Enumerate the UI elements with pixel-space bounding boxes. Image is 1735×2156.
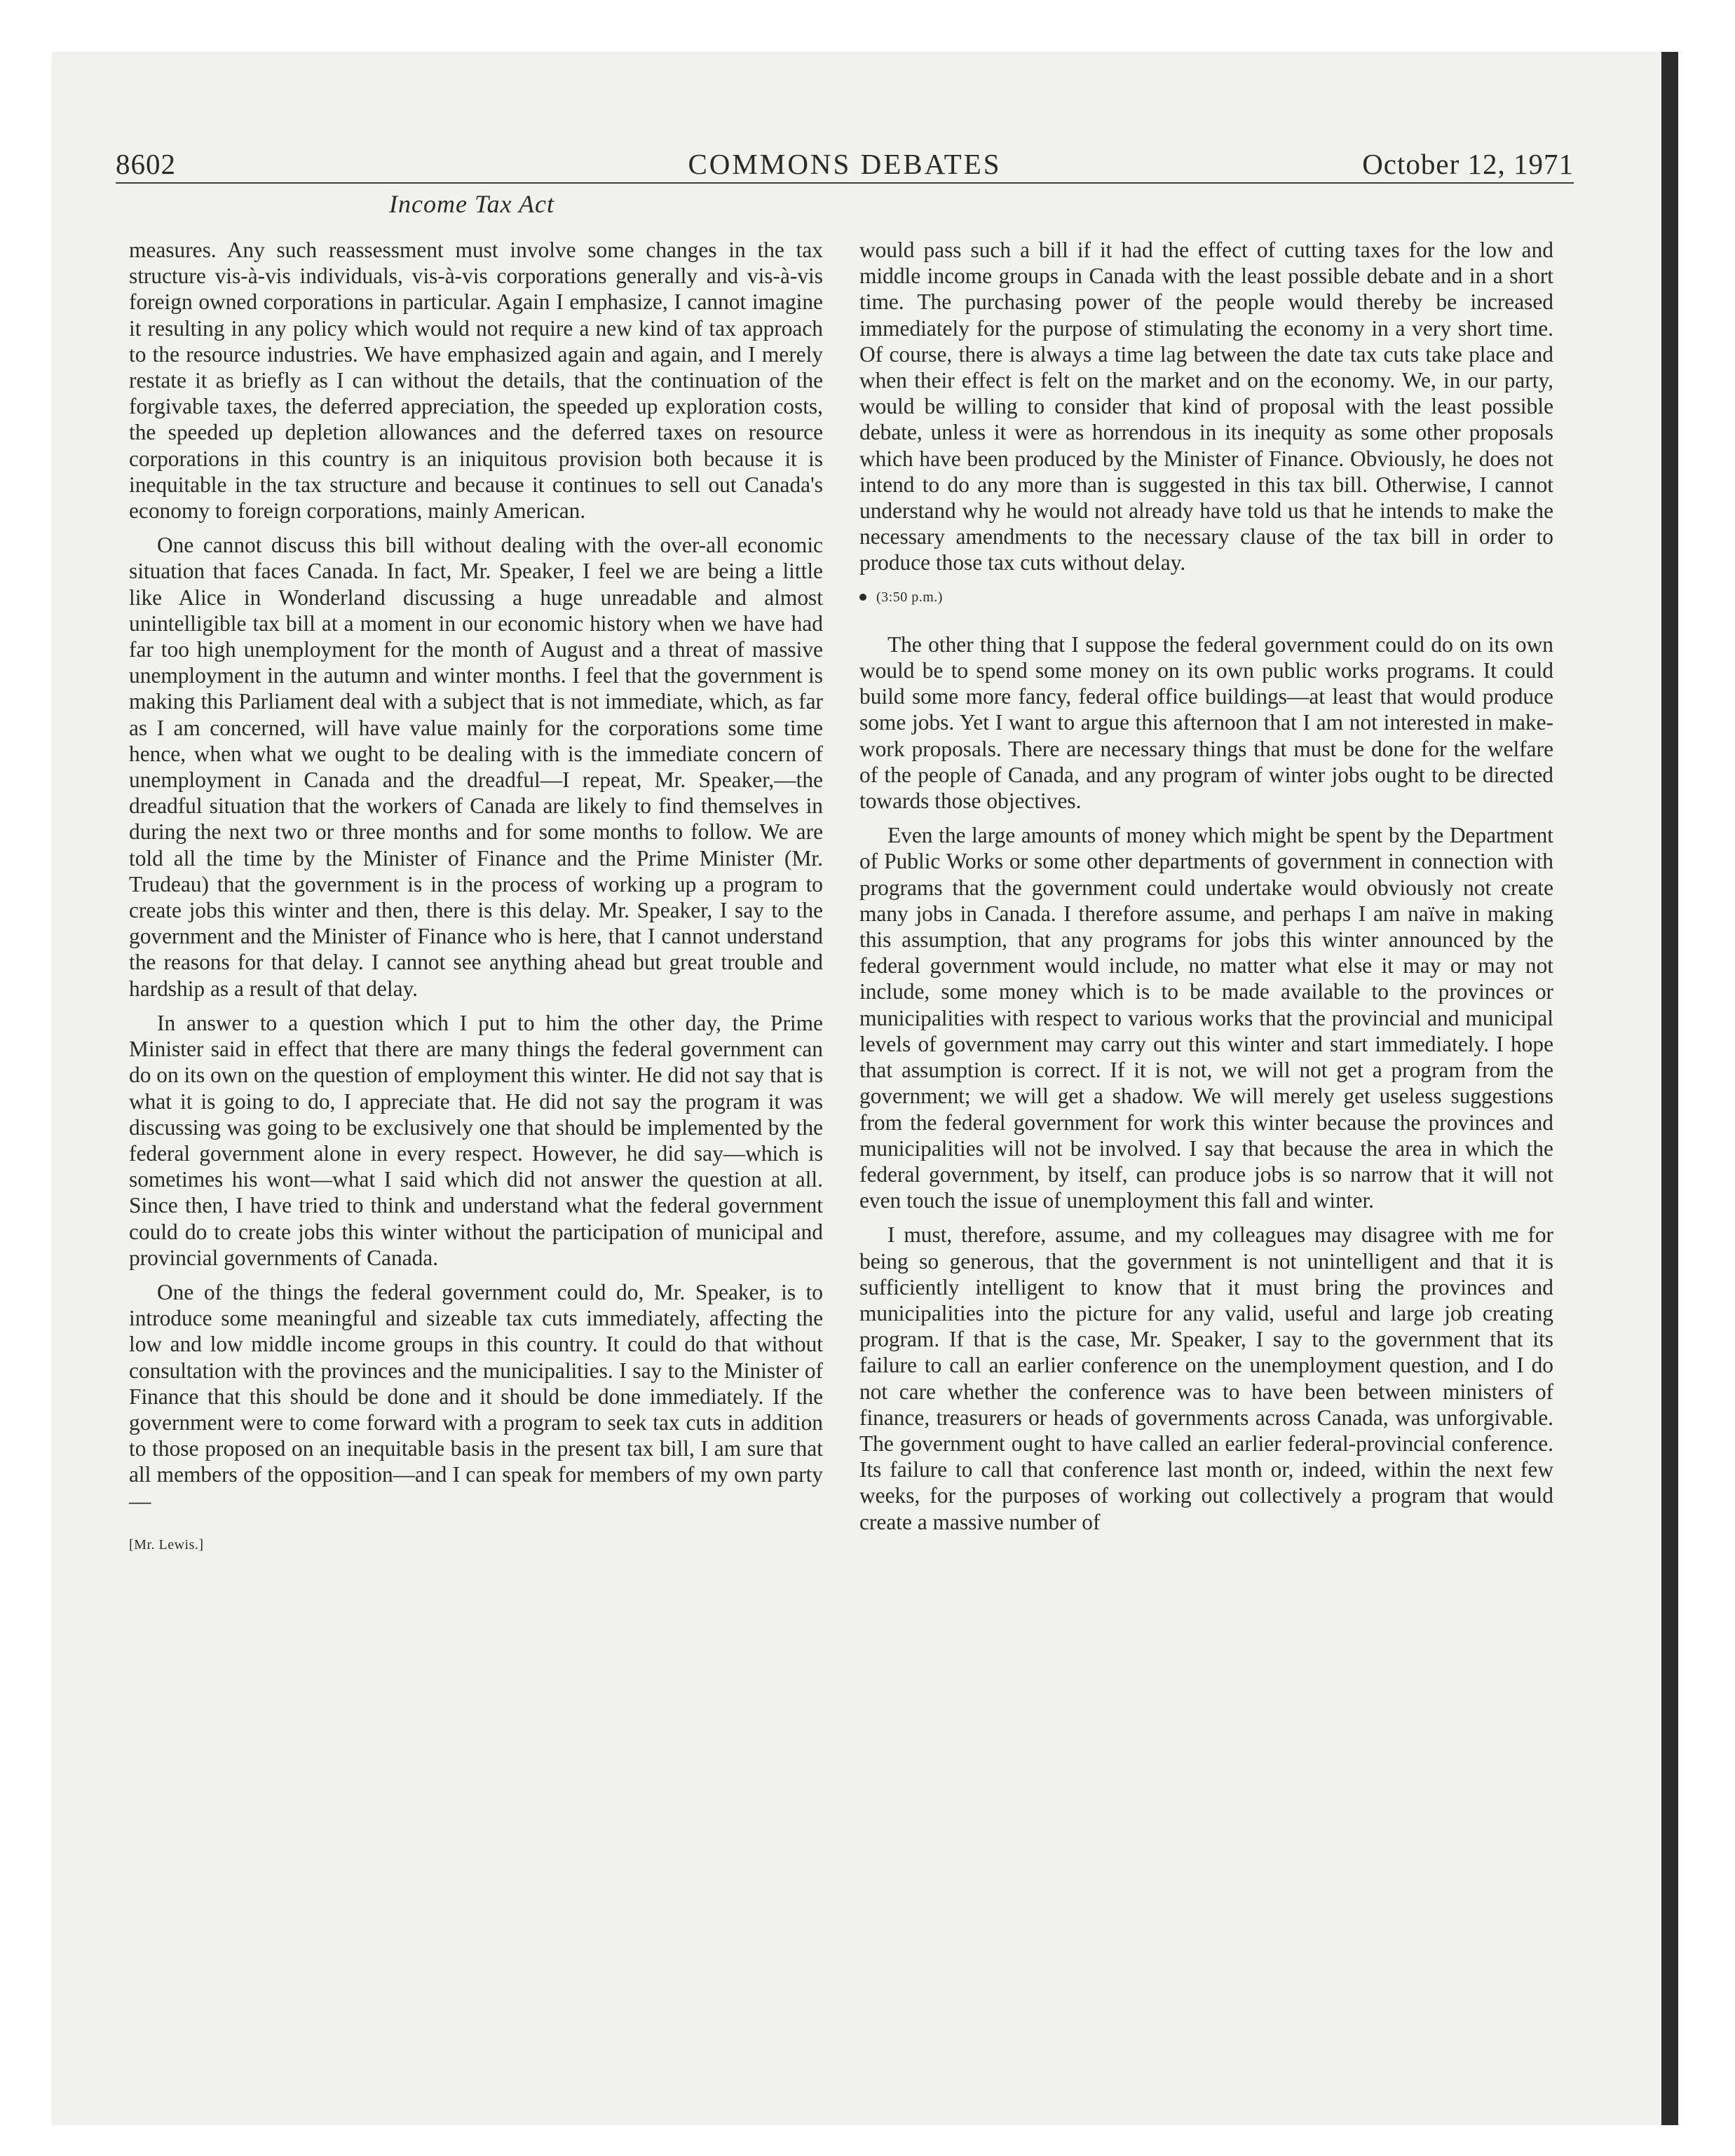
publication-title: COMMONS DEBATES xyxy=(688,148,1002,180)
publication-date: October 12, 1971 xyxy=(1362,148,1574,180)
paragraph: Even the large amounts of money which might be spent by the Department of Public Works or some other departments of government in connection with programs that the government could undertake would obviously not create many jobs in Canada. I therefore assume, and perhaps I am naïve in making this assumption, that any programs for jobs this winter announced by the federal government would include, no matter what else it may or may not include, some money which is to be made available to the provinces or municipalities with respect to various works that the provincial and municipal levels of government may carry out this winter and start immediately. I hope that assumption is correct. If it is not, we will not get a program from the government; we will get a shadow. We will merely get useless suggestions from the federal government for work this winter because the provinces and municipalities will not be involved. I say that because the area in which the federal government, by itself, can produce jobs is so narrow that it will not even touch the issue of unemployment this fall and winter. xyxy=(859,823,1553,1213)
right-column xyxy=(859,237,1553,1543)
paragraph: would pass such a bill if it had the effect of cutting taxes for the low and middle income groups in Canada with the least possible debate and in a short time. The purchasing power of the people would thereby be increased immediately for the purpose of stimulating the economy in a very short time. Of course, there is always a time lag between the date tax cuts take place and when their effect is felt on the market and on the economy. We, in our party, would be willing to consider that kind of proposal with the least possible debate, unless it were as horrendous in its inequity as some other proposals which have been produced by the Minister of Finance. Obviously, he does not intend to do any more than is suggested in this tax bill. Otherwise, I cannot understand why he would not already have told us that he intends to make the necessary amendments to the necessary clause of the tax bill in order to produce those tax cuts without delay. xyxy=(859,238,1553,575)
page-number: 8602 xyxy=(116,148,176,180)
left-column xyxy=(129,237,823,1558)
paragraph: The other thing that I suppose the federal government could do on its own would be to spend some money on its own public works programs. It could build some more fancy, federal office buildings—at least that would produce some jobs. Yet I want to argue this afternoon that I am not interested in make-work proposals. There are necessary things that must be done for the welfare of the people of Canada, and any program of winter jobs ought to be directed towards those objectives. xyxy=(859,632,1553,814)
scan-edge-bar xyxy=(1661,52,1678,2125)
section-title: Income Tax Act xyxy=(389,190,554,218)
time-marker-text: (3:50 p.m.) xyxy=(876,589,943,605)
paragraph: In answer to a question which I put to him the other day, the Prime Minister said in effect that there are many things the federal government can do on its own on the question of employment this winter. He did not say that is what it is going to do, I appreciate that. He did not say the program it was discussing was going to be exclusively one that should be implemented by the federal government alone in every respect. However, he did say—which is sometimes his wont—what I said which did not answer the question at all. Since then, I have tried to think and understand what the federal government could do to create jobs this winter without the participation of municipal and provincial governments of Canada. xyxy=(129,1010,823,1270)
time-marker xyxy=(859,585,1553,610)
paragraph: I must, therefore, assume, and my colleagues may disagree with me for being so generous, that the government is not unintelligent and that it is sufficiently intelligent to know that it must bring the provinces and municipalities into the picture for any valid, useful and large job creating program. If that is the case, Mr. Speaker, I say to the government that its failure to call an earlier conference on the unemployment question, and I do not care whether the conference was to have been between ministers of finance, treasurers or heads of governments across Canada, was unforgivable. The government ought to have called an earlier federal-provincial conference. Its failure to call that conference last month or, indeed, within the next few weeks, for the purposes of working out collectively a program that would create a massive number of xyxy=(859,1222,1553,1534)
bullet-icon xyxy=(859,594,866,601)
paragraph: measures. Any such reassessment must involve some changes in the tax structure vis-à-vis individuals, vis-à-vis corporations generally and vis-à-vis foreign owned corporations in particular. Again I emphasize, I cannot imagine it resulting in any policy which would not require a new kind of tax approach to the resource industries. We have emphasized again and again, and I merely restate it as briefly as I can without the details, that the continuation of the forgivable taxes, the deferred appreciation, the speeded up exploration costs, the speeded up depletion allowances and the deferred taxes on resource corporations in this country is an iniquitous provision both because it is inequitable in the tax structure and because it continues to sell out Canada's economy to foreign corporations, mainly American. xyxy=(129,238,823,524)
paragraph: One of the things the federal government could do, Mr. Speaker, is to introduce some meaningful and sizeable tax cuts immediately, affecting the low and low middle income groups in this country. It could do that without consultation with the provinces and the municipalities. I say to the Minister of Finance that this should be done and it should be done immediately. If the government were to come forward with a program to seek tax cuts in addition to those proposed on an inequitable basis in the present tax bill, I am sure that all members of the opposition—and I can speak for members of my own party— xyxy=(129,1279,823,1513)
paragraph: One cannot discuss this bill without dealing with the over-all economic situation that faces Canada. In fact, Mr. Speaker, I feel we are being a little like Alice in Wonderland discussing a huge unreadable and almost unintelligible tax bill at a moment in our economic history when we have had far too high unemployment for the month of August and a threat of massive unemployment in the autumn and winter months. I feel that the government is making this Parliament deal with a subject that is not immediate, which, as far as I am concerned, will have value mainly for the corporations some time hence, when what we ought to be dealing with is the immediate concern of unemployment in Canada and the dreadful—I repeat, Mr. Speaker,—the dreadful situation that the workers of Canada are likely to find themselves in during the next two or three months and for some months to follow. We are told all the time by the Minister of Finance and the Prime Minister (Mr. Trudeau) that the government is in the process of working up a program to create jobs this winter and then, there is this delay. Mr. Speaker, I say to the government and the Minister of Finance who is here, that I cannot understand the reasons for that delay. I cannot see anything ahead but great trouble and hardship as a result of that delay. xyxy=(129,533,823,1001)
speaker-reference: [Mr. Lewis.] xyxy=(129,1536,204,1553)
page-header xyxy=(116,147,1574,184)
